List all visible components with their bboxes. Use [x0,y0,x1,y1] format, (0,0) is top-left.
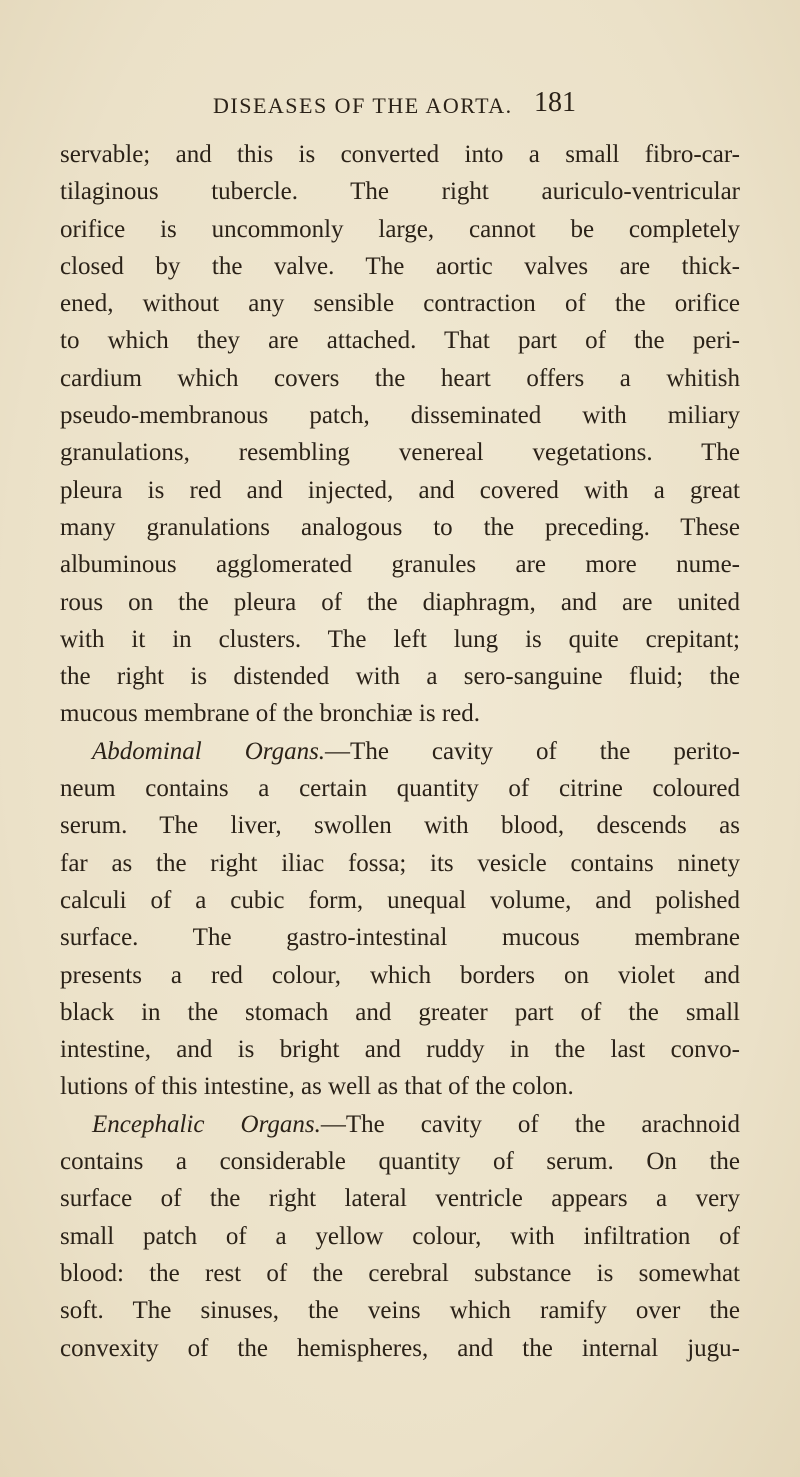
text-line: surface of the right lateral ventricle appears a very [60,1185,740,1213]
text-line: black in the stomach and greater part of the small [60,998,740,1026]
text-line: the right is distended with a sero-sanguine fluid; the [60,663,740,691]
text-line: surface. The gastro-intestinal mucous membrane [60,924,740,952]
text-line: pseudo-membranous patch, disseminated with miliary [60,402,740,430]
text-line: granulations, resembling venereal vegetations. The [60,439,740,467]
text-line: rous on the pleura of the diaphragm, and are united [60,588,740,616]
text-line: blood: the rest of the cerebral substance is somewhat [60,1259,740,1287]
text-line: calculi of a cubic form, unequal volume, and polished [60,886,740,914]
running-head: DISEASES OF THE AORTA. [213,93,513,118]
text-line: mucous membrane of the bronchiæ is red. [60,700,481,728]
section-heading-line: Abdominal Organs.—The cavity of the perito- [92,737,740,765]
text-line: convexity of the hemispheres, and the internal jugu- [60,1334,740,1362]
text-line: closed by the valve. The aortic valves are thick- [60,252,740,280]
section-heading-line: Encephalic Organs.—The cavity of the arachnoid [92,1110,740,1138]
text-line: tilaginous tubercle. The right auriculo-ventricular [60,178,740,206]
text-line: many granulations analogous to the preceding. These [60,513,740,541]
text-line: neum contains a certain quantity of citrine coloured [60,775,740,803]
body-text [60,136,740,1367]
text-line: far as the right iliac fossa; its vesicle contains ninety [60,849,740,877]
text-line: cardium which covers the heart offers a whitish [60,364,740,392]
text-line: to which they are attached. That part of the peri- [60,327,740,355]
section-heading-encephalic: Encephalic Organs. [92,1110,321,1138]
text-line: serum. The liver, swollen with blood, descends as [60,812,740,840]
text-line: contains a considerable quantity of serum. On the [60,1148,740,1176]
text-line: soft. The sinuses, the veins which ramify over the [60,1297,740,1325]
text-line: small patch of a yellow colour, with infiltration of [60,1222,740,1250]
text-line: with it in clusters. The left lung is quite crepitant; [60,625,740,653]
page-header [0,85,800,125]
text-line: ened, without any sensible contraction of the orifice [60,290,740,318]
text-line: orifice is uncommonly large, cannot be completely [60,215,740,243]
text-line: intestine, and is bright and ruddy in the last convo- [60,1036,740,1064]
text-line: servable; and this is converted into a small fibro-car- [60,141,740,168]
page-number: 181 [534,87,576,118]
text-line: albuminous agglomerated granules are more nume- [60,551,740,579]
text-line: presents a red colour, which borders on violet and [60,961,740,989]
text-line: lutions of this intestine, as well as that of the colon. [60,1073,574,1101]
text-line: pleura is red and injected, and covered with a great [60,476,740,504]
section-heading-abdominal: Abdominal Organs. [92,737,326,765]
